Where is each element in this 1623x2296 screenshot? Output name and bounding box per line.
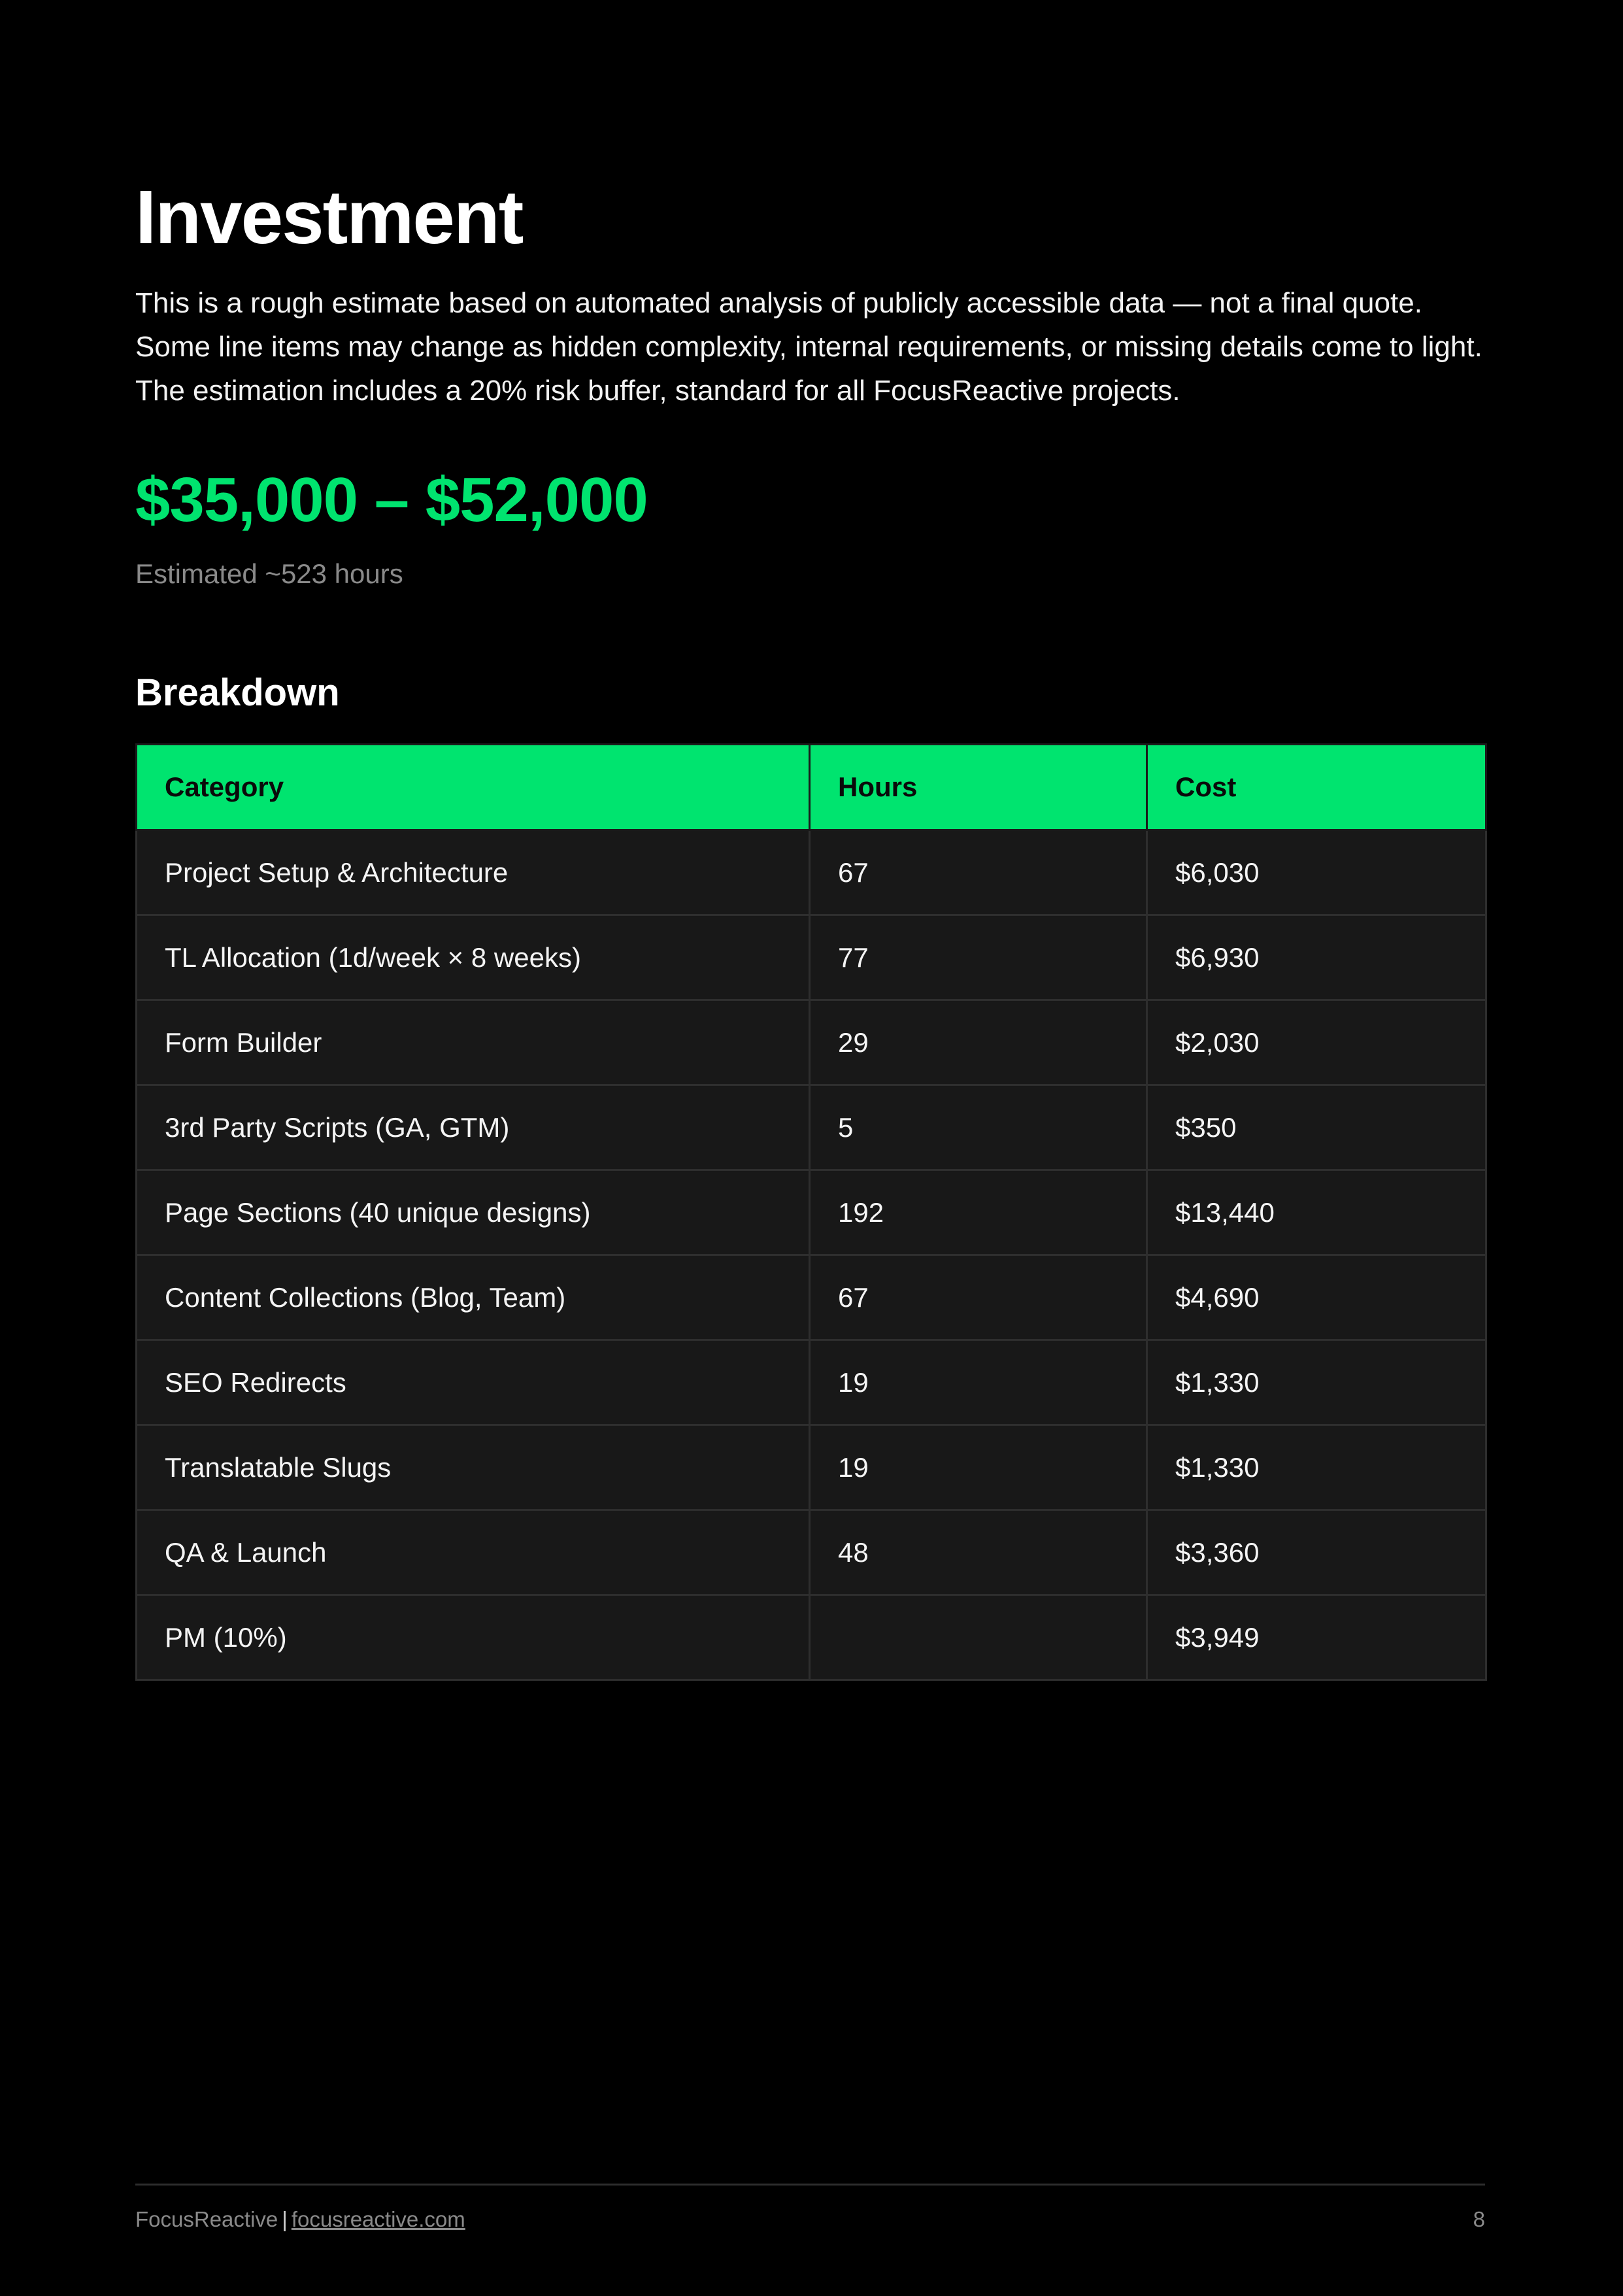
cell-category: Page Sections (40 unique designs) bbox=[137, 1170, 810, 1255]
cell-cost: $6,030 bbox=[1147, 830, 1486, 915]
cell-hours: 29 bbox=[810, 1000, 1147, 1085]
cell-category: Project Setup & Architecture bbox=[137, 830, 810, 915]
footer-brand-name: FocusReactive bbox=[135, 2207, 278, 2231]
cell-cost: $4,690 bbox=[1147, 1255, 1486, 1340]
page-title: Investment bbox=[135, 175, 523, 260]
footer-divider bbox=[135, 2184, 1485, 2186]
header-category: Category bbox=[137, 745, 810, 830]
table-row bbox=[137, 1425, 1486, 1510]
cell-category: 3rd Party Scripts (GA, GTM) bbox=[137, 1085, 810, 1170]
cell-hours: 67 bbox=[810, 1255, 1147, 1340]
cell-cost: $1,330 bbox=[1147, 1340, 1486, 1425]
cell-category: PM (10%) bbox=[137, 1595, 810, 1680]
cell-category: TL Allocation (1d/week × 8 weeks) bbox=[137, 915, 810, 1000]
breakdown-heading: Breakdown bbox=[135, 671, 340, 714]
table-row bbox=[137, 1510, 1486, 1595]
footer-separator: | bbox=[282, 2207, 288, 2231]
cell-hours bbox=[810, 1595, 1147, 1680]
cell-cost: $6,930 bbox=[1147, 915, 1486, 1000]
table-row bbox=[137, 1000, 1486, 1085]
cell-hours: 19 bbox=[810, 1340, 1147, 1425]
cell-hours: 192 bbox=[810, 1170, 1147, 1255]
cell-cost: $13,440 bbox=[1147, 1170, 1486, 1255]
table-row bbox=[137, 915, 1486, 1000]
price-range: $35,000 – $52,000 bbox=[135, 465, 648, 535]
cell-hours: 67 bbox=[810, 830, 1147, 915]
cell-cost: $2,030 bbox=[1147, 1000, 1486, 1085]
table-header-row bbox=[137, 745, 1486, 830]
cell-category: Content Collections (Blog, Team) bbox=[137, 1255, 810, 1340]
cell-hours: 5 bbox=[810, 1085, 1147, 1170]
cell-cost: $1,330 bbox=[1147, 1425, 1486, 1510]
cell-hours: 48 bbox=[810, 1510, 1147, 1595]
footer-brand bbox=[135, 2203, 465, 2236]
table-row bbox=[137, 1085, 1486, 1170]
estimated-hours: Estimated ~523 hours bbox=[135, 558, 403, 589]
cell-category: QA & Launch bbox=[137, 1510, 810, 1595]
cell-cost: $350 bbox=[1147, 1085, 1486, 1170]
cell-cost: $3,360 bbox=[1147, 1510, 1486, 1595]
header-cost: Cost bbox=[1147, 745, 1486, 830]
cell-hours: 19 bbox=[810, 1425, 1147, 1510]
table-row bbox=[137, 1170, 1486, 1255]
document-page bbox=[135, 0, 1485, 2296]
page-number: 8 bbox=[1473, 2207, 1485, 2231]
cell-cost: $3,949 bbox=[1147, 1595, 1486, 1680]
cell-hours: 77 bbox=[810, 915, 1147, 1000]
cell-category: SEO Redirects bbox=[137, 1340, 810, 1425]
table-row bbox=[137, 1595, 1486, 1680]
cell-category: Translatable Slugs bbox=[137, 1425, 810, 1510]
footer-website-link[interactable]: focusreactive.com bbox=[291, 2207, 465, 2231]
table-row bbox=[137, 830, 1486, 915]
header-hours: Hours bbox=[810, 745, 1147, 830]
intro-paragraph: This is a rough estimate based on automated analysis of publicly accessible data — not a final quote. Some line items may change as hidden complexity, internal requirements, or missing details come to light. The estimation includes a 20% risk buffer, standard for all FocusReactive projects. bbox=[135, 287, 1482, 407]
breakdown-table bbox=[135, 743, 1487, 1681]
table-row bbox=[137, 1340, 1486, 1425]
cell-category: Form Builder bbox=[137, 1000, 810, 1085]
table-row bbox=[137, 1255, 1486, 1340]
